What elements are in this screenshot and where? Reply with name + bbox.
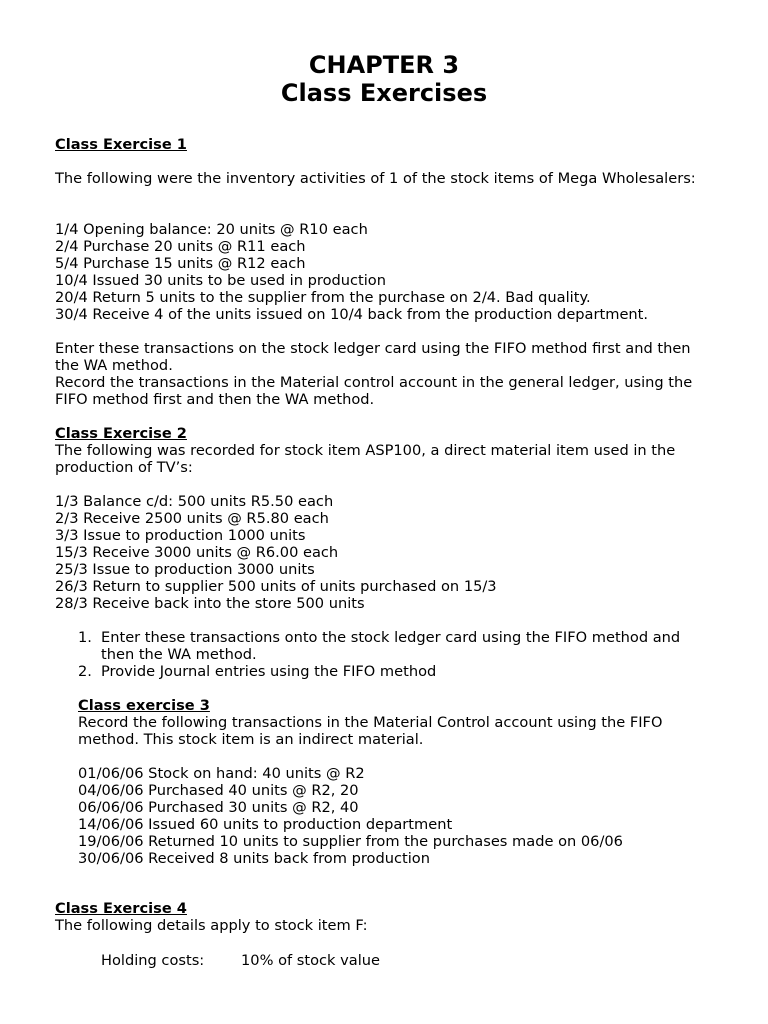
list-item: 2/3 Receive 2500 units @ R5.80 each — [55, 510, 329, 527]
list-item: 28/3 Receive back into the store 500 units — [55, 595, 365, 612]
list-item: 2/4 Purchase 20 units @ R11 each — [55, 238, 306, 255]
list-item: 1/4 Opening balance: 20 units @ R10 each — [55, 221, 368, 238]
list-item: 26/3 Return to supplier 500 units of units purchased on 15/3 — [55, 578, 497, 595]
exercise-4-intro: The following details apply to stock item F: — [55, 917, 368, 934]
exercise-3-heading: Class exercise 3 — [78, 697, 210, 714]
chapter-title: CHAPTER 3 — [308, 51, 460, 79]
list-item: 14/06/06 Issued 60 units to production department — [78, 816, 453, 833]
list-item: 19/06/06 Returned 10 units to supplier from the purchases made on 06/06 — [78, 833, 623, 850]
exercise-4-heading: Class Exercise 4 — [55, 900, 187, 917]
exercise-2-intro: The following was recorded for stock item ASP100, a direct material item used in the production of TV’s: — [55, 442, 676, 476]
list-item: 10/4 Issued 30 units to be used in production — [55, 272, 386, 289]
holding-costs-value: 10% of stock value — [241, 952, 381, 969]
list-item: 20/4 Return 5 units to the supplier from the purchase on 2/4. Bad quality. — [55, 289, 591, 306]
exercise-1-heading: Class Exercise 1 — [55, 136, 187, 153]
list-item: 15/3 Receive 3000 units @ R6.00 each — [55, 544, 339, 561]
holding-costs-label: Holding costs: — [101, 952, 205, 969]
exercise-3-items — [78, 765, 718, 867]
exercise-2-items — [55, 493, 715, 612]
list-item: 5/4 Purchase 15 units @ R12 each — [55, 255, 306, 272]
exercise-2-heading: Class Exercise 2 — [55, 425, 187, 442]
exercise-3-intro: Record the following transactions in the Material Control account using the FIFO method. This stock item is an indirect material. — [78, 714, 663, 748]
numbered-task: 2. Provide Journal entries using the FIFO method — [78, 663, 437, 680]
list-item: 04/06/06 Purchased 40 units @ R2, 20 — [78, 782, 359, 799]
list-item: 3/3 Issue to production 1000 units — [55, 527, 306, 544]
list-item: 25/3 Issue to production 3000 units — [55, 561, 315, 578]
exercise-1-instruction-2: Record the transactions in the Material control account in the general ledger, using the FIFO method first and then the WA method. — [55, 374, 693, 408]
holding-costs-row — [101, 952, 381, 969]
list-item: 30/06/06 Received 8 units back from production — [78, 850, 430, 867]
exercise-1-intro: The following were the inventory activities of 1 of the stock items of Mega Wholesalers: — [55, 170, 696, 187]
exercise-1-instruction-1: Enter these transactions on the stock ledger card using the FIFO method first and then the WA method. — [55, 340, 691, 374]
exercise-2-tasks — [78, 629, 718, 680]
numbered-task: 1. Enter these transactions onto the stock ledger card using the FIFO method and then the WA method. — [78, 629, 681, 663]
chapter-subtitle: Class Exercises — [280, 79, 488, 107]
list-item: 01/06/06 Stock on hand: 40 units @ R2 — [78, 765, 365, 782]
list-item: 30/4 Receive 4 of the units issued on 10/4 back from the production department. — [55, 306, 649, 323]
list-item: 1/3 Balance c/d: 500 units R5.50 each — [55, 493, 334, 510]
exercise-1-items — [55, 221, 715, 323]
list-item: 06/06/06 Purchased 30 units @ R2, 40 — [78, 799, 359, 816]
